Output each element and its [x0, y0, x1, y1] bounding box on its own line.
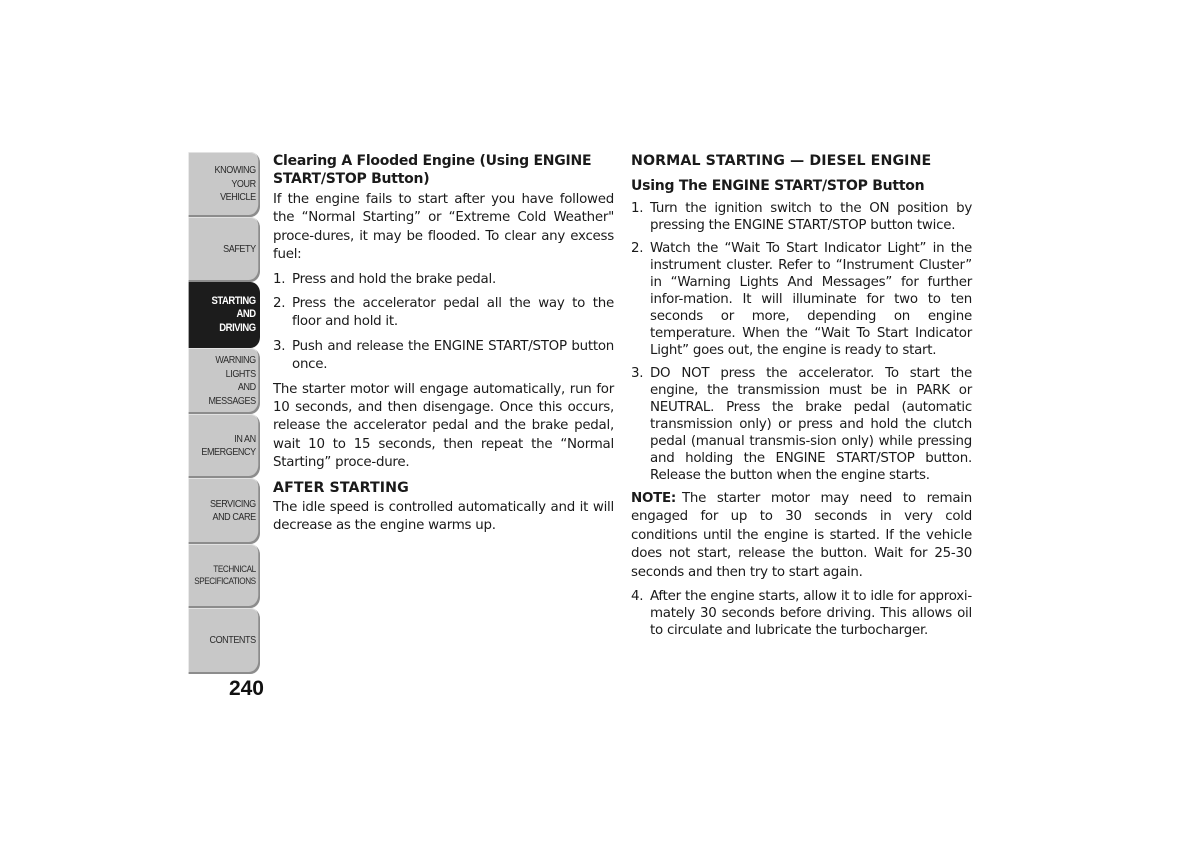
tab-servicing-and-care[interactable] — [189, 478, 260, 544]
step-number: 2. — [273, 296, 286, 312]
start-stop-button-heading: Using The ENGINE START/STOP Button — [631, 178, 925, 194]
note-label: NOTE: — [631, 491, 676, 506]
step-number: 3. — [273, 338, 286, 354]
tab-safety[interactable] — [189, 217, 260, 282]
step-number: 1. — [631, 201, 644, 216]
flooded-engine-intro: If the engine fails to start after you have followed the “Normal Starting” or “Extreme Cold Weather" proce-dures, it may be flooded. To clear any excess fuel: — [273, 192, 614, 263]
right-column — [631, 152, 972, 645]
list-item — [631, 365, 972, 484]
tab-starting-and-driving[interactable] — [189, 282, 260, 348]
step-text: Watch the “Wait To Start Indicator Light” in the instrument cluster. Refer to “Instrument Cluster” in “Warning Lights And Messages” for further infor-mation. It will illuminate for two to ten seconds or more, depending on engine temperature. When the “Wait To Start Indicator Light” goes out, the engine is ready to start. — [650, 241, 972, 358]
list-item — [631, 240, 972, 359]
list-item — [273, 295, 614, 332]
diesel-starting-steps — [631, 200, 972, 484]
list-item — [631, 588, 972, 639]
step-text: After the engine starts, allow it to idle for approxi-mately 30 seconds before driving. This allows oil to circulate and lubricate the turbocharger. — [650, 589, 972, 639]
list-item — [631, 200, 972, 234]
step-number: 1. — [273, 271, 286, 287]
note-text: The starter motor may need to remain engaged for up to 30 seconds in very cold conditions until the engine is started. If the vehicle does not start, release the button. Wait for 25-30 seconds and then try to start again. — [631, 491, 972, 580]
step-text: Press the accelerator pedal all the way to the floor and hold it. — [292, 296, 614, 330]
tab-contents[interactable] — [189, 608, 260, 674]
tab-label: CONTENTS — [209, 634, 256, 647]
left-column — [273, 152, 614, 542]
tab-label: SERVICING AND CARE — [210, 497, 256, 523]
step-text: DO NOT press the accelerator. To start the engine, the transmission must be in PARK or NEUTRAL. Press the brake pedal (automatic transmission only) or press and hold the clutch pedal (manual transmis-sion only) while pressing and holding the ENGINE START/STOP button. Release the button when the engine starts. — [650, 366, 972, 483]
tab-label: WARNING LIGHTS AND MESSAGES — [208, 354, 256, 407]
flooded-engine-steps — [273, 271, 614, 375]
tab-technical-specifications[interactable] — [189, 544, 260, 608]
step-text: Turn the ignition switch to the ON position by pressing the ENGINE START/STOP button twice. — [650, 201, 972, 233]
step-number: 4. — [631, 589, 644, 605]
tab-label: TECHNICAL SPECIFICATIONS — [194, 564, 256, 587]
diesel-starting-steps-continued — [631, 588, 972, 639]
step-number: 3. — [631, 366, 644, 381]
list-item — [273, 271, 614, 289]
tab-in-an-emergency[interactable] — [189, 414, 260, 478]
after-starting-heading: AFTER STARTING — [273, 479, 409, 496]
tab-label: IN AN EMERGENCY — [201, 432, 256, 458]
flooded-engine-outro: The starter motor will engage automatically, run for 10 seconds, and then disengage. Once this occurs, release the accelerator pedal and the brake pedal, wait 10 to 15 seconds, then repeat the “Normal Starting” proce-dure. — [273, 381, 614, 471]
tab-label: STARTING AND DRIVING — [211, 294, 256, 334]
note-paragraph — [631, 490, 972, 582]
step-text: Push and release the ENGINE START/STOP button once. — [292, 338, 614, 373]
tab-label: KNOWING YOUR VEHICLE — [214, 164, 256, 204]
diesel-starting-heading: NORMAL STARTING — DIESEL ENGINE — [631, 153, 932, 169]
tab-knowing-your-vehicle[interactable] — [189, 152, 260, 217]
list-item — [273, 338, 614, 375]
step-text: Press and hold the brake pedal. — [292, 271, 496, 287]
tab-warning-lights-and-messages[interactable] — [189, 348, 260, 414]
after-starting-text: The idle speed is controlled automatically and it will decrease as the engine warms up. — [273, 499, 614, 534]
flooded-engine-heading: Clearing A Flooded Engine (Using ENGINE START/STOP Button) — [273, 153, 592, 187]
step-number: 2. — [631, 241, 644, 256]
page-number: 240 — [228, 677, 264, 700]
tab-label: SAFETY — [223, 242, 256, 255]
